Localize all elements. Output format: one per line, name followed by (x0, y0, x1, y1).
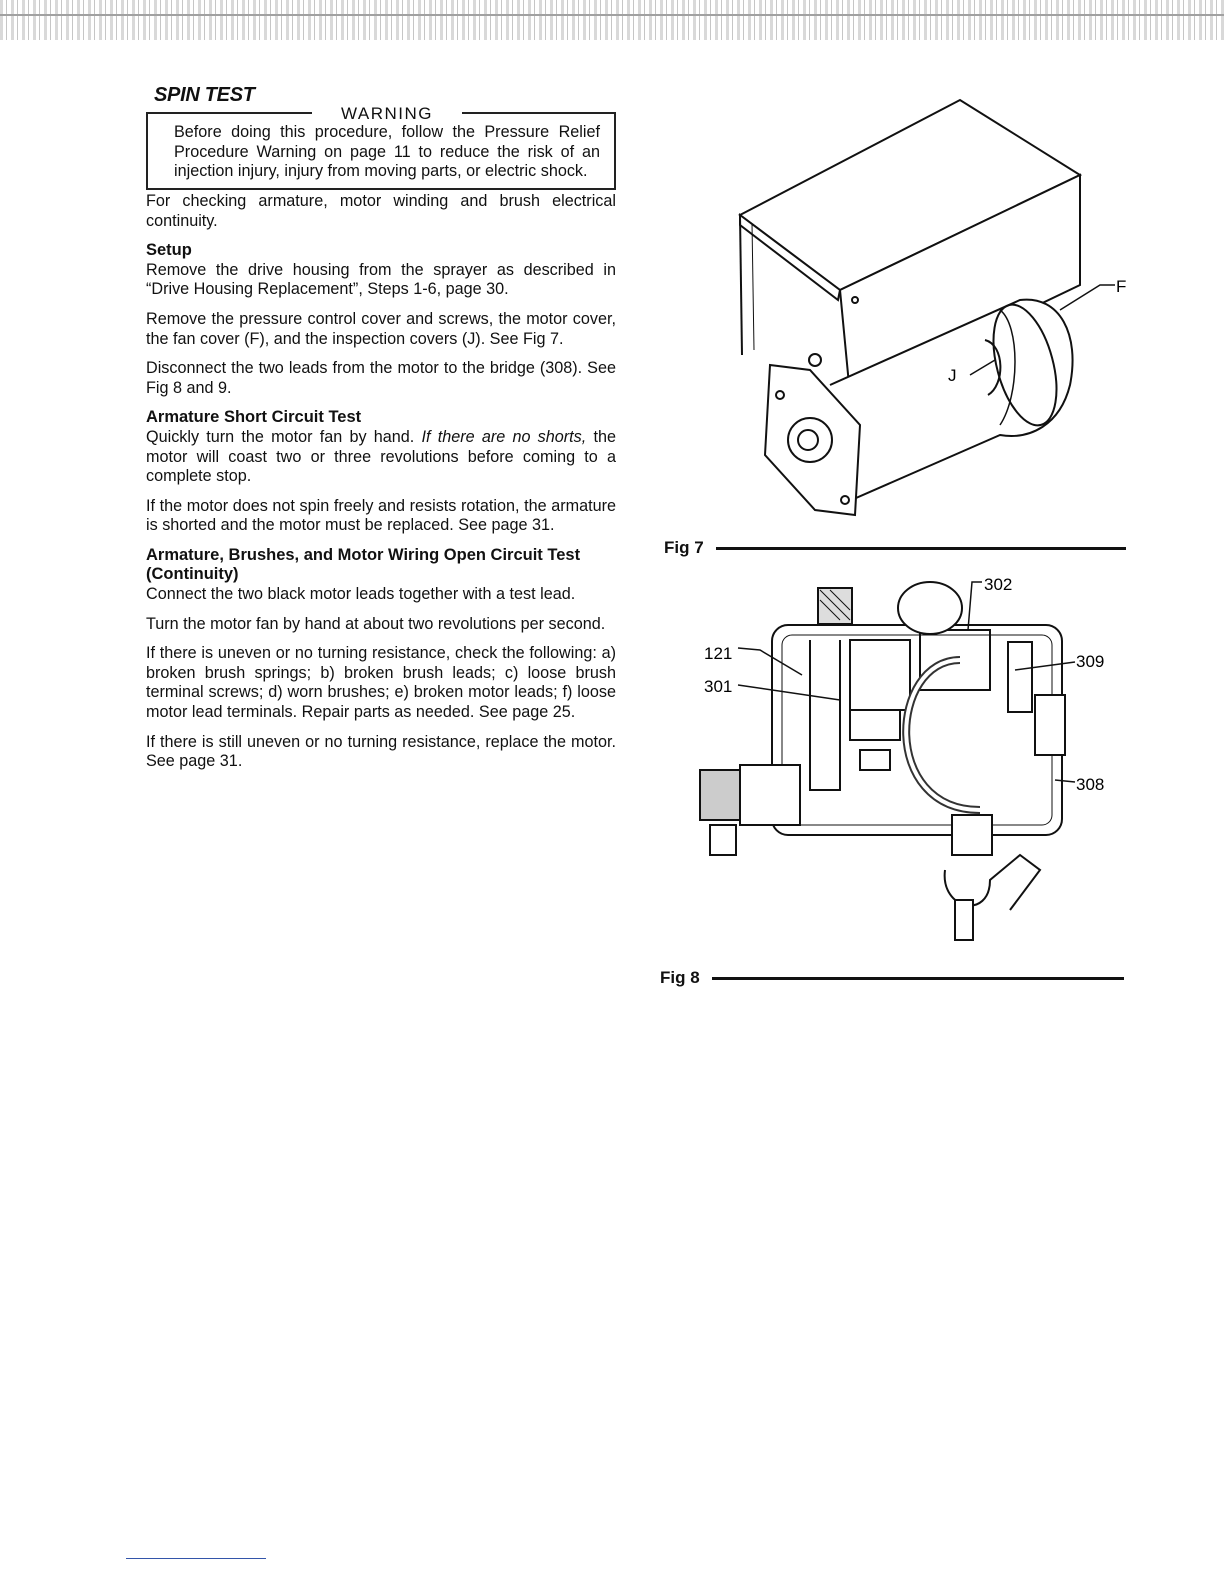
setup-paragraph-1: Remove the drive housing from the sprayer as described in “Drive Housing Replacement”, Steps 1-6, page 30. (146, 260, 616, 299)
fig7-rule (716, 547, 1126, 550)
warning-title: WARNING (312, 104, 462, 124)
open-test-paragraph-4: If there is still uneven or no turning resistance, replace the motor. See page 31. (146, 732, 616, 771)
open-test-paragraph-1: Connect the two black motor leads together with a test lead. (146, 585, 576, 604)
short-test-text-b: the motor will coast two or three revolutions before coming to a complete stop. (146, 427, 616, 486)
open-test-paragraph-2: Turn the motor fan by hand at about two revolutions per second. (146, 614, 606, 633)
open-test-paragraph-3: If there is uneven or no turning resistance, check the following: a) broken brush springs; b) broken brush leads; c) loose brush terminal screws; d) worn brushes; e) broken motor leads; f) loose motor lead terminals. Repair parts as needed. See page 25. (146, 644, 616, 722)
scan-artifact-header (0, 0, 1224, 40)
section-title: SPIN TEST (154, 84, 255, 106)
setup-paragraph-2: Remove the pressure control cover and screws, the motor cover, the fan cover (F), and the inspection covers (J). See Fig 7. (146, 309, 616, 348)
fig8-pressure-control-illustration (690, 570, 1150, 950)
fig7-caption-text: Fig 7 (664, 538, 704, 557)
fig8-label-302: 302 (984, 575, 1013, 594)
open-test-heading: Armature, Brushes, and Motor Wiring Open Circuit Test (Continuity) (146, 545, 581, 584)
fig7-label-f: F (1116, 277, 1127, 296)
fig7-motor-illustration (720, 95, 1140, 525)
warning-box (146, 103, 616, 190)
short-test-heading: Armature Short Circuit Test (146, 408, 362, 427)
fig8-caption (660, 968, 1124, 988)
short-test-paragraph-1 (146, 428, 616, 487)
short-test-emphasis: If there are no shorts, (421, 427, 587, 446)
fig8-label-308: 308 (1076, 775, 1105, 794)
fig8-label-121: 121 (704, 644, 733, 663)
text-column (146, 86, 616, 782)
setup-paragraph-3: Disconnect the two leads from the motor to the bridge (308). See Fig 8 and 9. (146, 359, 616, 397)
fig8-label-309: 309 (1076, 652, 1105, 671)
fig7-caption (664, 538, 1126, 558)
fig7-label-j: J (948, 366, 957, 385)
fig8-label-301: 301 (704, 677, 733, 696)
short-test-paragraph-2: If the motor does not spin freely and resists rotation, the armature is shorted and the motor must be replaced. See page 31. (146, 496, 616, 535)
setup-heading: Setup (146, 241, 192, 260)
fig8-rule (712, 977, 1124, 980)
fig8-caption-text: Fig 8 (660, 968, 700, 987)
short-test-text-a: Quickly turn the motor fan by hand. (146, 427, 422, 446)
intro-text: For checking armature, motor winding and brush electrical continuity. (146, 191, 616, 230)
warning-text: Before doing this procedure, follow the Pressure Relief Procedure Warning on page 11 to reduce the risk of an injection injury, injury from moving parts, or electric shock. (174, 123, 600, 181)
footer-rule (126, 1558, 266, 1559)
